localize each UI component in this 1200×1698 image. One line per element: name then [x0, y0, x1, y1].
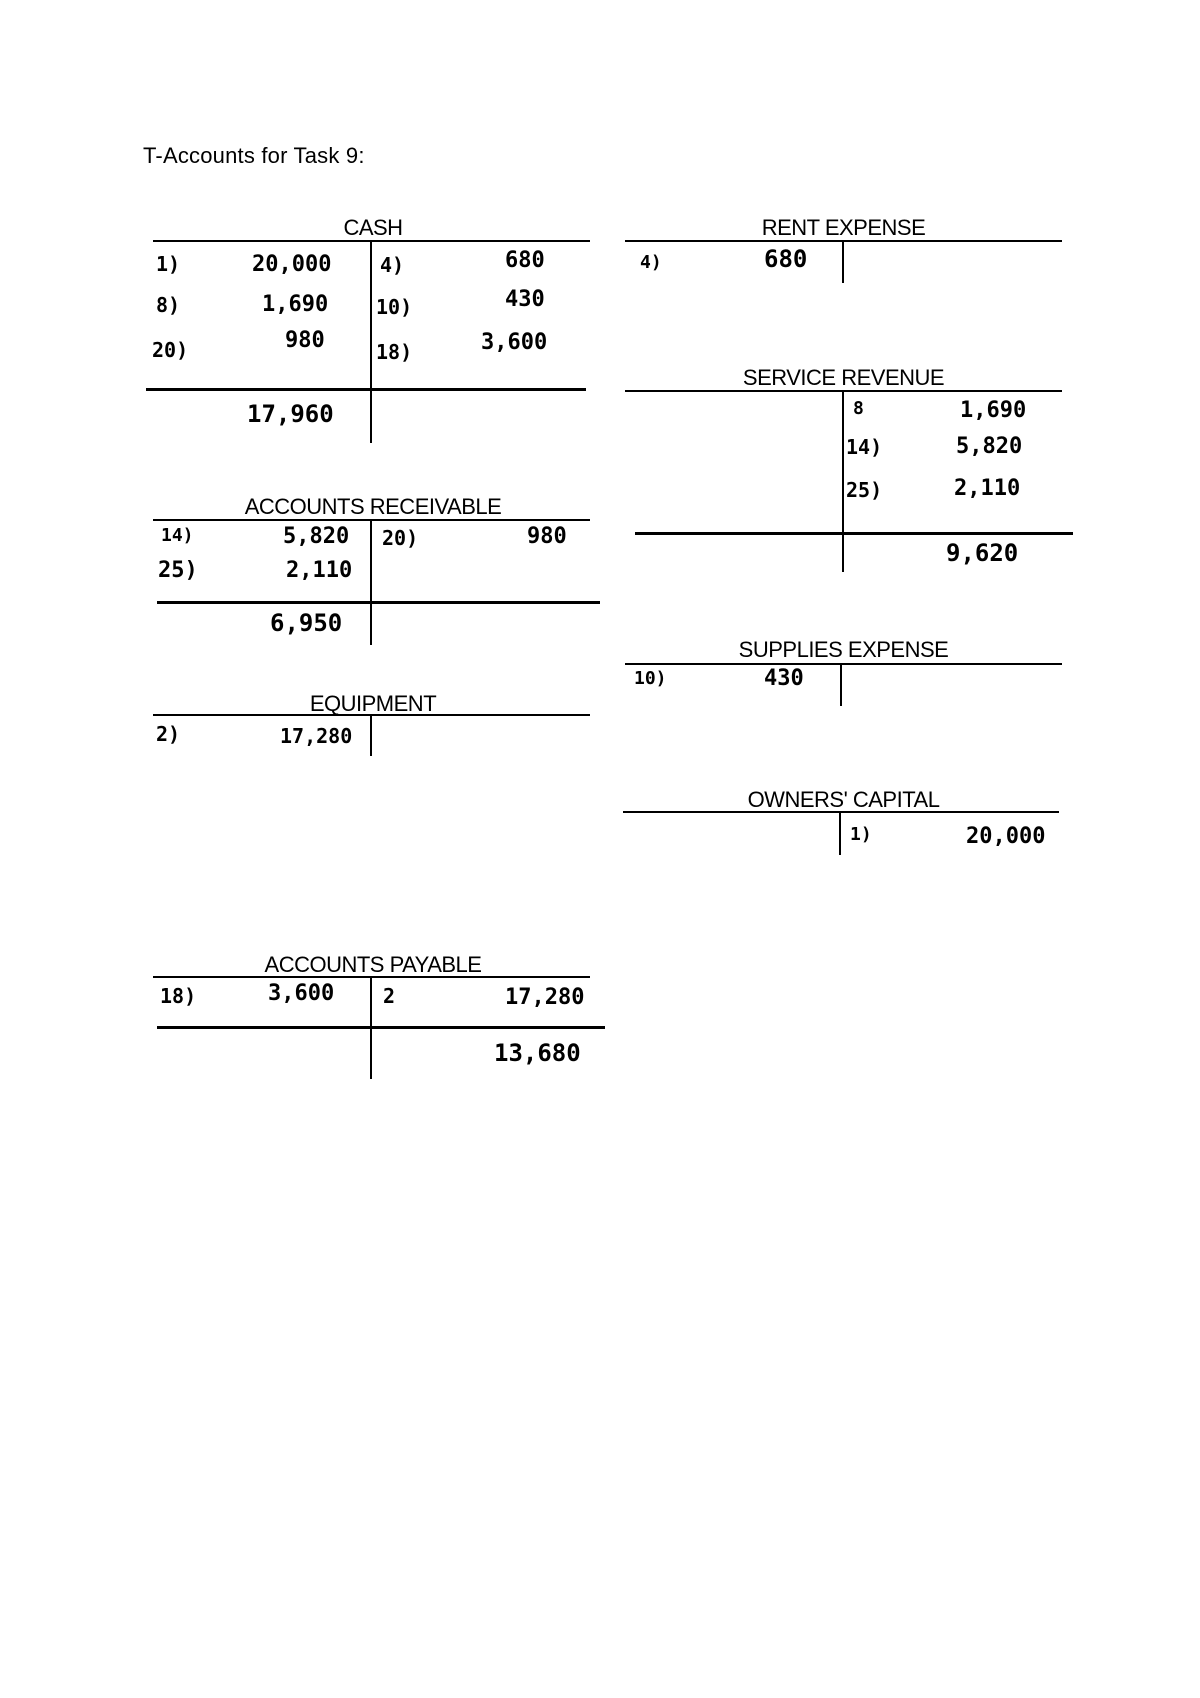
entry-amount: 5,820 — [956, 434, 1023, 459]
balance-amount: 9,620 — [946, 539, 1019, 567]
balance-line — [157, 601, 600, 604]
account-title: RENT EXPENSE — [761, 215, 926, 240]
balance-amount: 13,680 — [494, 1039, 581, 1067]
entry-ref: 20) — [382, 526, 419, 550]
t-account-divider — [840, 663, 842, 706]
entry-amount: 3,600 — [481, 330, 548, 355]
entry-amount: 20,000 — [252, 252, 332, 277]
entry-amount: 17,280 — [280, 724, 353, 748]
entry-amount: 680 — [505, 248, 545, 273]
entry-amount: 5,820 — [283, 524, 350, 549]
account-title: SERVICE REVENUE — [742, 365, 945, 390]
entry-ref: 2) — [156, 722, 181, 746]
entry-amount: 20,000 — [966, 824, 1046, 849]
t-account-divider — [842, 390, 844, 572]
page-title: T-Accounts for Task 9: — [143, 143, 365, 168]
account-title: EQUIPMENT — [309, 691, 437, 716]
entry-ref: 20) — [152, 338, 189, 362]
balance-line — [146, 388, 586, 391]
balance-amount: 6,950 — [270, 609, 343, 637]
account-title: ACCOUNTS RECEIVABLE — [244, 494, 502, 519]
entry-amount: 430 — [505, 287, 545, 312]
t-account-divider — [370, 714, 372, 756]
entry-ref: 8) — [156, 293, 181, 317]
entry-ref: 1) — [850, 824, 872, 845]
entry-ref: 25) — [158, 558, 198, 583]
t-account-divider — [370, 519, 372, 645]
entry-amount: 980 — [285, 328, 325, 353]
entry-ref: 10) — [376, 295, 413, 319]
entry-ref: 25) — [846, 478, 883, 502]
t-account-top-line — [623, 811, 1059, 813]
account-title: SUPPLIES EXPENSE — [738, 637, 949, 662]
entry-amount: 3,600 — [268, 981, 335, 1006]
entry-ref: 2 — [383, 984, 396, 1008]
balance-amount: 17,960 — [247, 400, 334, 428]
t-account-divider — [839, 811, 841, 855]
account-title: ACCOUNTS PAYABLE — [264, 952, 482, 977]
entry-ref: 10) — [634, 668, 667, 689]
balance-line — [635, 532, 1073, 535]
entry-ref: 18) — [160, 984, 197, 1008]
entry-amount: 1,690 — [960, 398, 1027, 423]
entry-ref: 1) — [156, 252, 181, 276]
entry-amount: 980 — [527, 524, 567, 549]
entry-ref: 14) — [161, 525, 194, 546]
entry-amount: 17,280 — [505, 985, 585, 1010]
entry-amount: 2,110 — [286, 558, 353, 583]
entry-amount: 680 — [764, 245, 808, 273]
t-account-top-line — [625, 663, 1062, 665]
entry-amount: 430 — [764, 666, 804, 691]
t-account-divider — [370, 240, 372, 443]
entry-amount: 2,110 — [954, 476, 1021, 501]
entry-ref: 4) — [640, 252, 662, 273]
account-title: CASH — [343, 215, 403, 240]
entry-ref: 14) — [846, 435, 883, 459]
account-title: OWNERS' CAPITAL — [747, 787, 940, 812]
t-account-divider — [842, 240, 844, 283]
balance-line — [157, 1026, 605, 1029]
entry-amount: 1,690 — [262, 292, 329, 317]
entry-ref: 4) — [380, 253, 405, 277]
entry-ref: 8 — [853, 398, 864, 419]
entry-ref: 18) — [376, 340, 413, 364]
